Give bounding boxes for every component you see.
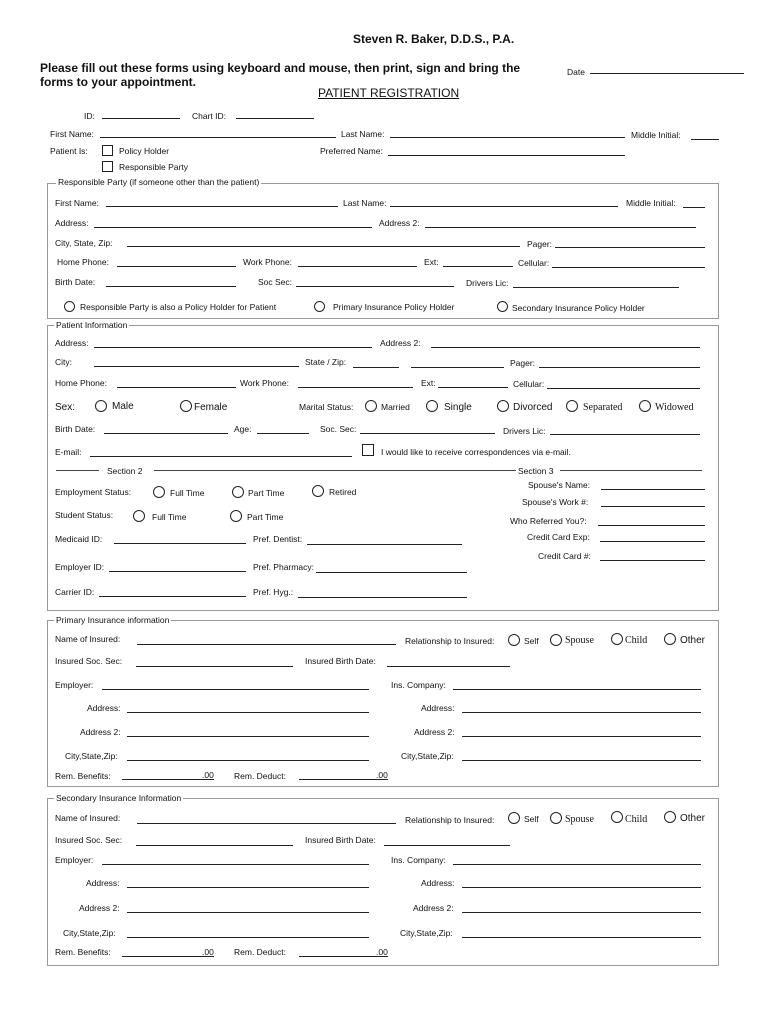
sec-self-label: Self (524, 814, 539, 824)
pt-address-field[interactable] (94, 347, 372, 348)
pri-soc-label: Insured Soc. Sec: (55, 656, 123, 666)
sec-spouse-label: Spouse (565, 814, 594, 825)
pt-ext-field[interactable] (438, 387, 508, 388)
pt-address2-label: Address 2: (380, 338, 421, 348)
secondary-insurance-legend: Secondary Insurance Information (56, 793, 182, 803)
rp-city-label: City, State, Zip: (55, 238, 113, 248)
sec-address2-label: Address 2: (79, 903, 120, 913)
patient-is-label: Patient Is: (50, 146, 88, 156)
sec-rem-benefits-cents: .00 (202, 947, 214, 957)
marital-single-radio[interactable] (426, 400, 438, 412)
sec-child-label: Child (625, 814, 648, 825)
sec-ins-address-field[interactable] (462, 887, 701, 888)
rp-middle-initial-field[interactable] (683, 207, 705, 208)
middle-initial-label: Middle Initial: (631, 130, 681, 140)
stu-full-time-radio[interactable] (133, 510, 145, 522)
policy-holder-checkbox[interactable] (102, 145, 113, 156)
pri-child-label: Child (625, 635, 648, 646)
sex-female-label: Female (194, 402, 228, 413)
practice-name: Steven R. Baker, D.D.S., P.A. (353, 32, 515, 46)
section2-rule-left (56, 470, 99, 471)
who-referred-field[interactable] (598, 525, 705, 526)
marital-married-label: Married (381, 402, 410, 412)
spouse-work-label: Spouse's Work #: (522, 497, 589, 507)
pri-rem-deduct-label: Rem. Deduct: (234, 771, 286, 781)
pri-birth-field[interactable] (387, 666, 510, 667)
sec-city-field[interactable] (127, 937, 369, 938)
student-status-label: Student Status: (55, 510, 114, 520)
pri-spouse-radio[interactable] (550, 634, 562, 646)
pri-ins-address-label: Address: (421, 703, 455, 713)
primary-insurance-section (47, 620, 719, 787)
pri-rem-benefits-field[interactable] (122, 779, 214, 780)
id-field[interactable] (102, 118, 180, 119)
section3-title: Section 3 (518, 466, 554, 476)
pri-other-label: Other (680, 635, 706, 646)
section2-rule-right (154, 470, 510, 471)
responsible-party-checkbox[interactable] (102, 161, 113, 172)
sec-child-radio[interactable] (611, 811, 623, 823)
rp-drivers-lic-label: Drivers Lic: (466, 278, 509, 288)
cc-exp-field[interactable] (600, 541, 705, 542)
pt-address-label: Address: (55, 338, 89, 348)
emp-retired-label: Retired (329, 487, 357, 497)
sec-employer-field[interactable] (102, 864, 369, 865)
email-correspondence-checkbox[interactable] (362, 444, 374, 456)
sec-other-label: Other (680, 813, 706, 824)
stu-full-time-label: Full Time (152, 512, 187, 522)
pt-city-field[interactable] (94, 366, 299, 367)
rp-city-field[interactable] (127, 246, 520, 247)
sec-soc-field[interactable] (136, 845, 293, 846)
rp-address2-field[interactable] (425, 227, 696, 228)
pri-address-field[interactable] (127, 712, 369, 713)
section3-rule-left (510, 470, 516, 471)
pt-age-label: Age: (234, 424, 252, 434)
spouse-work-field[interactable] (601, 506, 705, 507)
rp-last-name-label: Last Name: (343, 198, 387, 208)
sec-ins-company-label: Ins. Company: (391, 855, 446, 865)
preferred-name-label: Preferred Name: (320, 146, 383, 156)
sec-name-label: Name of Insured: (55, 813, 121, 823)
patient-information-legend: Patient Information (56, 320, 128, 330)
form-title: PATIENT REGISTRATION (318, 86, 460, 100)
sec-birth-field[interactable] (384, 845, 510, 846)
sec-name-field[interactable] (137, 823, 396, 824)
sec-rem-benefits-field[interactable] (122, 956, 214, 957)
employer-id-label: Employer ID: (55, 562, 105, 572)
pt-soc-sec-field[interactable] (360, 433, 495, 434)
sec-other-radio[interactable] (664, 811, 676, 823)
sec-birth-label: Insured Birth Date: (305, 835, 376, 845)
sec-address-label: Address: (86, 878, 120, 888)
sec-rem-benefits-label: Rem. Benefits: (55, 947, 111, 957)
pri-other-radio[interactable] (664, 633, 676, 645)
rp-birth-date-label: Birth Date: (55, 277, 96, 287)
section3-rule-right (560, 470, 702, 471)
marital-single-label: Single (444, 402, 472, 413)
pri-name-field[interactable] (137, 644, 396, 645)
rp-address2-label: Address 2: (379, 218, 420, 228)
date-field[interactable] (590, 73, 744, 74)
pri-self-label: Self (524, 636, 539, 646)
pt-home-phone-field[interactable] (117, 387, 236, 388)
pt-state-zip-label: State / Zip: (305, 357, 347, 367)
section2-title: Section 2 (107, 466, 143, 476)
pref-pharmacy-label: Pref. Pharmacy: (253, 562, 314, 572)
responsible-party-label: Responsible Party (119, 162, 188, 172)
rp-cellular-field[interactable] (552, 267, 705, 268)
chart-id-field[interactable] (236, 118, 314, 119)
pri-ins-company-label: Ins. Company: (391, 680, 446, 690)
responsible-party-legend: Responsible Party (if someone other than the patient) (58, 177, 260, 187)
sec-ins-city-field[interactable] (462, 937, 701, 938)
pri-name-label: Name of Insured: (55, 634, 121, 644)
rp-primary-radio[interactable] (314, 301, 325, 312)
sec-address2-field[interactable] (127, 912, 369, 913)
rp-address-label: Address: (55, 218, 89, 228)
pri-city-label: City,State,Zip: (65, 751, 118, 761)
pt-birth-date-field[interactable] (104, 433, 228, 434)
rp-secondary-label: Secondary Insurance Policy Holder (512, 303, 645, 313)
rp-work-phone-field[interactable] (298, 266, 417, 267)
rp-pager-label: Pager: (527, 239, 553, 249)
emp-part-time-radio[interactable] (232, 486, 244, 498)
employer-id-field[interactable] (109, 571, 246, 572)
sec-self-radio[interactable] (508, 812, 520, 824)
pt-drivers-lic-field[interactable] (550, 434, 700, 435)
pri-spouse-label: Spouse (565, 635, 594, 646)
pri-soc-field[interactable] (136, 666, 293, 667)
sec-city-label: City,State,Zip: (63, 928, 116, 938)
marital-divorced-radio[interactable] (497, 400, 509, 412)
pt-work-phone-field[interactable] (298, 387, 413, 388)
pri-city-field[interactable] (127, 760, 369, 761)
pt-home-phone-label: Home Phone: (55, 378, 107, 388)
marital-divorced-label: Divorced (513, 402, 553, 413)
pri-ins-city-label: City,State,Zip: (401, 751, 454, 761)
pt-state-field[interactable] (353, 367, 399, 368)
rp-address-field[interactable] (94, 227, 372, 228)
spouse-name-field[interactable] (601, 489, 705, 490)
emp-full-time-radio[interactable] (153, 486, 165, 498)
emp-part-time-label: Part Time (248, 488, 285, 498)
marital-married-radio[interactable] (365, 400, 377, 412)
cc-number-field[interactable] (600, 560, 705, 561)
pri-address2-field[interactable] (127, 736, 369, 737)
sec-ins-company-field[interactable] (453, 864, 701, 865)
sec-rem-deduct-field[interactable] (299, 956, 388, 957)
rp-middle-initial-label: Middle Initial: (626, 198, 676, 208)
preferred-name-field[interactable] (388, 155, 625, 156)
sec-rem-deduct-cents: .00 (376, 947, 388, 957)
sec-employer-label: Employer: (55, 855, 94, 865)
emp-retired-radio[interactable] (312, 485, 324, 497)
pri-rem-deduct-field[interactable] (299, 779, 388, 780)
cc-exp-label: Credit Card Exp: (527, 532, 590, 542)
instructions: Please fill out these forms using keyboard and mouse, then print, sign and bring the forms to your appointment. (40, 61, 521, 89)
rp-work-phone-label: Work Phone: (243, 257, 292, 267)
rp-policy-holder-label: Responsible Party is also a Policy Holder for Patient (80, 302, 277, 312)
pt-email-label: E-mail: (55, 447, 82, 457)
pri-ins-address-field[interactable] (462, 712, 701, 713)
pt-soc-sec-label: Soc. Sec: (320, 424, 357, 434)
rp-first-name-label: First Name: (55, 198, 99, 208)
last-name-label: Last Name: (341, 129, 385, 139)
pri-address-label: Address: (87, 703, 121, 713)
pri-ins-address2-label: Address 2: (414, 727, 455, 737)
middle-initial-field[interactable] (691, 139, 719, 140)
rp-primary-label: Primary Insurance Policy Holder (333, 302, 455, 312)
medicaid-id-label: Medicaid ID: (55, 534, 103, 544)
pref-pharmacy-field[interactable] (316, 572, 467, 573)
marital-status-label: Marital Status: (299, 402, 354, 412)
rp-first-name-field[interactable] (106, 206, 338, 207)
pt-work-phone-label: Work Phone: (240, 378, 289, 388)
pt-cellular-label: Cellular: (513, 379, 545, 389)
pri-employer-label: Employer: (55, 680, 94, 690)
id-label: ID: (84, 111, 95, 121)
rp-last-name-field[interactable] (390, 206, 618, 207)
pt-address2-field[interactable] (431, 347, 700, 348)
pt-city-label: City: (55, 357, 72, 367)
pt-pager-label: Pager: (510, 358, 536, 368)
pri-ins-address2-field[interactable] (462, 736, 701, 737)
cc-number-label: Credit Card #: (538, 551, 591, 561)
sec-ins-address-label: Address: (421, 878, 455, 888)
marital-separated-label: Separated (583, 402, 623, 413)
pref-hyg-field[interactable] (298, 597, 467, 598)
pri-employer-field[interactable] (102, 689, 369, 690)
pri-child-radio[interactable] (611, 633, 623, 645)
pri-rem-deduct-cents: .00 (376, 770, 388, 780)
sec-address-field[interactable] (127, 887, 369, 888)
pri-birth-label: Insured Birth Date: (305, 656, 376, 666)
pri-address2-label: Address 2: (80, 727, 121, 737)
rp-home-phone-label: Home Phone: (57, 257, 109, 267)
marital-separated-radio[interactable] (566, 400, 578, 412)
carrier-id-field[interactable] (99, 596, 246, 597)
pt-age-field[interactable] (257, 433, 309, 434)
sec-spouse-radio[interactable] (550, 812, 562, 824)
chart-id-label: Chart ID: (192, 111, 227, 121)
policy-holder-label: Policy Holder (119, 146, 170, 156)
sec-relationship-label: Relationship to Insured: (405, 815, 495, 825)
pt-drivers-lic-label: Drivers Lic: (503, 426, 546, 436)
stu-part-time-label: Part Time (247, 512, 284, 522)
sex-male-label: Male (112, 401, 134, 412)
pt-email-field[interactable] (90, 456, 352, 457)
sec-ins-address2-label: Address 2: (413, 903, 454, 913)
pref-hyg-label: Pref. Hyg.: (253, 587, 294, 597)
sec-rem-deduct-label: Rem. Deduct: (234, 947, 286, 957)
sex-female-radio[interactable] (180, 400, 192, 412)
rp-birth-date-field[interactable] (106, 286, 236, 287)
first-name-field[interactable] (100, 137, 336, 138)
rp-ext-label: Ext: (424, 257, 439, 267)
carrier-id-label: Carrier ID: (55, 587, 95, 597)
pref-dentist-field[interactable] (307, 544, 462, 545)
pt-pager-field[interactable] (539, 367, 700, 368)
rp-soc-sec-label: Soc Sec: (258, 277, 293, 287)
rp-home-phone-field[interactable] (117, 266, 236, 267)
email-correspondence-label: I would like to receive correspondences via e-mail. (381, 447, 571, 457)
pt-birth-date-label: Birth Date: (55, 424, 96, 434)
date-label: Date (567, 67, 585, 77)
pri-ins-city-field[interactable] (462, 760, 701, 761)
pt-cellular-field[interactable] (547, 388, 700, 389)
sec-soc-label: Insured Soc. Sec: (55, 835, 123, 845)
marital-widowed-label: Widowed (655, 402, 694, 413)
rp-policy-holder-radio[interactable] (64, 301, 75, 312)
sec-ins-city-label: City,State,Zip: (400, 928, 453, 938)
who-referred-label: Who Referred You?: (510, 516, 587, 526)
emp-full-time-label: Full Time (170, 488, 205, 498)
employment-status-label: Employment Status: (55, 487, 132, 497)
spouse-name-label: Spouse's Name: (528, 480, 591, 490)
pref-dentist-label: Pref. Dentist: (253, 534, 303, 544)
pri-self-radio[interactable] (508, 634, 520, 646)
sex-male-radio[interactable] (95, 400, 107, 412)
rp-drivers-lic-field[interactable] (513, 287, 679, 288)
medicaid-id-field[interactable] (114, 543, 246, 544)
marital-widowed-radio[interactable] (639, 400, 651, 412)
primary-insurance-legend: Primary Insurance information (56, 615, 170, 625)
pri-relationship-label: Relationship to Insured: (405, 636, 495, 646)
sec-ins-address2-field[interactable] (462, 912, 701, 913)
first-name-label: First Name: (50, 129, 94, 139)
pt-ext-label: Ext: (421, 378, 436, 388)
rp-secondary-radio[interactable] (497, 301, 508, 312)
pri-rem-benefits-cents: .00 (202, 770, 214, 780)
pt-zip-field[interactable] (411, 367, 504, 368)
sex-label: Sex: (55, 402, 76, 413)
pri-ins-company-field[interactable] (453, 689, 701, 690)
stu-part-time-radio[interactable] (230, 510, 242, 522)
rp-ext-field[interactable] (443, 266, 513, 267)
last-name-field[interactable] (390, 137, 625, 138)
rp-cellular-label: Cellular: (518, 258, 550, 268)
rp-soc-sec-field[interactable] (296, 286, 454, 287)
rp-pager-field[interactable] (555, 247, 705, 248)
pri-rem-benefits-label: Rem. Benefits: (55, 771, 111, 781)
